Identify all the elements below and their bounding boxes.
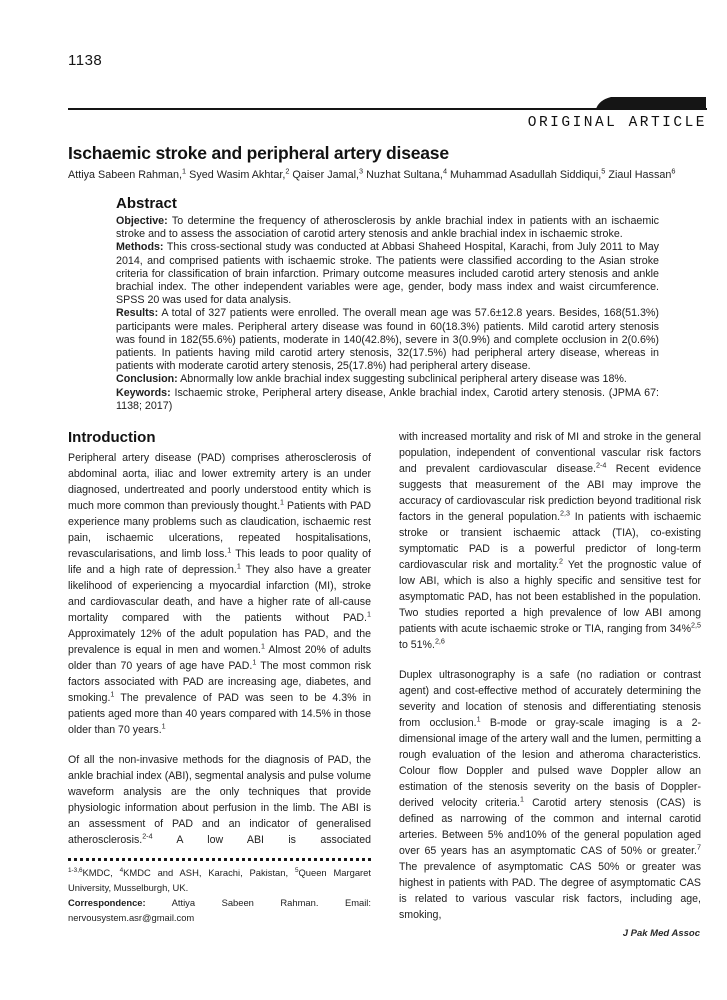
abstract-methods-label: Methods: <box>116 241 164 254</box>
intro-paragraph-2: Of all the non-invasive methods for the diagnosis of PAD, the ankle brachial index (ABI), segmental analysis and pulse volume waveform analysis are the only techniques that provide physiologic information about perfusion in the limb. The ABI is an assessment of PAD and an indicator of generalised atherosclerosis.$^{2-4}$ A low ABI is associated <box>68 754 371 847</box>
abstract-conclusion <box>116 373 659 386</box>
footnote-dotted-rule <box>68 858 371 861</box>
abstract-methods-text: This cross-sectional study was conducted at Abbasi Shaheed Hospital, Karachi, from July 2011 to May 2014, and comprised patients with ischaemic stroke. The patients were classified according to the Asian stroke criteria for classification of brain infarction. Primary outcome measures included carotid artery stenosis and ankle brachial index. The other independent variables were age, gender, body mass index and waist circumference. SPSS 20 was used for data analysis. <box>116 241 660 307</box>
abstract-results <box>116 307 659 373</box>
abstract-keywords <box>116 387 659 413</box>
header-tab-shape <box>596 97 706 109</box>
abstract-keywords-text: Ischaemic stroke, Peripheral artery disease, Ankle brachial index, Carotid artery stenosis. (JPMA 67: 1138; 2017) <box>116 386 659 412</box>
abstract-keywords-label: Keywords: <box>116 386 171 399</box>
abstract-heading: Abstract <box>116 195 177 212</box>
journal-name-footer: J Pak Med Assoc <box>622 928 700 939</box>
intro-paragraph-1: Peripheral artery disease (PAD) comprises atherosclerosis of abdominal aorta, iliac and lower extremity artery is an under diagnosed, undertreated and poorly understood entity which is much more common than previously thought.$^1$ Patients with PAD experience many problems such as claudication, ischaemic rest pain, ischaemic ulcerations, repeated hospitalisations, revascularisations, and limb loss.$^1$ This leads to poor quality of life and a high rate of depression.$^1$ They also have a greater likelihood of experiencing a myocardial infarction (MI), stroke and cardiovascular death, and have a higher rate of all-cause mortality compared with the patients without PAD.$^1$ Approximately 12% of the adult population has PAD, and the prevalence is equal in men and women.$^1$ Almost 20% of adults older than 70 years of age have PAD.$^1$ The most common risk factors associated with PAD are increasing age, diabetes, and smoking.$^1$ The prevalence of PAD was seen to be 4.3% in patients aged more than 40 years compared with 14.5% in those older than 70 years.$^1$ <box>68 452 372 737</box>
abstract-results-label: Results: <box>116 307 159 320</box>
left-column <box>68 429 371 925</box>
intro-paragraph-4: Duplex ultrasonography is a safe (no radiation or contrast agent) and cost-effective method of accurately determining the severity and location of stenosis and differentiating stenosis from occlusion.$^1$ B-mode or gray-scale imaging is a 2-dimensional image of the artery wall and the lumen, permitting a rough evaluation of the lesion and atheroma characteristics. Colour flow Doppler and pulsed wave Doppler allow an estimation of the stenosis severity on the basis of Doppler-derived velocity criteria.$^1$ Carotid artery stenosis (CAS) is defined as narrowing of the common and internal carotid arteries. Between 5% and10% of the general population aged over 65 years has an asymptomatic CAS of 50% or greater.$^7$ The prevalence of asymptomatic CAS 50% or greater was highest in patients with PAD. The degree of asymptomatic CAS is related to various vascular risk factors, including age, smoking, <box>399 669 701 922</box>
abstract-conclusion-text: Abnormally low ankle brachial index suggesting subclinical peripheral artery disease was 18%. <box>180 373 627 386</box>
body-columns <box>68 429 707 925</box>
abstract-objective <box>116 215 659 241</box>
abstract-section <box>116 195 659 413</box>
intro-paragraph-3: with increased mortality and risk of MI and stroke in the general population, independent of conventional vascular risk factors and prevalent cardiovascular disease.$^{2-4}$ Recent evidence suggests that measurement of the ABI may improve the accuracy of cardiovascular risk prediction beyond traditional risk factors in the general population.$^{2,3}$ In patients with ischaemic stroke or transient ischaemic attack (TIA), co-existing symptomatic PAD is a powerful predictor of long-term cardiovascular risk and mortality.$^2$ Yet the prognostic value of low ABI, which is also a highly specific and sensitive test for asymptomatic PAD, has not been established in the population. Two studies reported a high prevalence of low ABI among patients with acute ischaemic stroke or TIA, ranging from 34%$^{2,5}$ to 51%.$^{2,6}$ <box>399 431 702 652</box>
footnote-block <box>68 858 371 925</box>
correspondence-text: Correspondence: Attiya Sabeen Rahman. Email: nervousystem.asr@gmail.com <box>68 897 371 924</box>
affiliations-text: $^{1-3,6}$KMDC, $^4$KMDC and ASH, Karachi, Pakistan, $^5$Queen Margaret University, Musselburgh, UK. <box>68 866 371 894</box>
abstract-methods <box>116 241 659 307</box>
abstract-objective-text: To determine the frequency of atherosclerosis by ankle brachial index in patients with an ischaemic stroke and to assess the association of carotid artery stenosis and ankle brachial index in ischaemic stroke. <box>116 215 659 241</box>
introduction-heading: Introduction <box>68 429 156 447</box>
abstract-conclusion-label: Conclusion: <box>116 373 178 386</box>
abstract-results-text: A total of 327 patients were enrolled. The overall mean age was 57.6±12.8 years. Besides, 168(51.3%) participants were males. Peripheral artery disease was found in 60(18.3%) patients. Mild carotid artery stenosis was found in 182(55.6%) patients, moderate in 140(42.8%), severe in 3(0.9%) and complete occlusion in 2(0.6%) patients. In patients having mild carotid artery stenosis, 32(17.5%) had peripheral artery disease, whereas in patients with moderate carotid artery stenosis, 25(17.8%) had peripheral artery disease. <box>116 307 659 373</box>
header-rule <box>68 96 707 110</box>
article-title: Ischaemic stroke and peripheral artery disease <box>68 143 449 163</box>
authors-line: Attiya Sabeen Rahman,$^1$ Syed Wasim Akhtar,$^2$ Qaiser Jamal,$^3$ Nuzhat Sultana,$^4$ Muhammad Asadullah Siddiqui,$^5$ Ziaul Hassan$^6$ <box>68 166 676 181</box>
article-type-label: ORIGINAL ARTICLE <box>527 115 707 131</box>
page-number: 1138 <box>68 52 103 69</box>
right-column <box>399 429 701 923</box>
abstract-objective-label: Objective: <box>116 215 168 227</box>
